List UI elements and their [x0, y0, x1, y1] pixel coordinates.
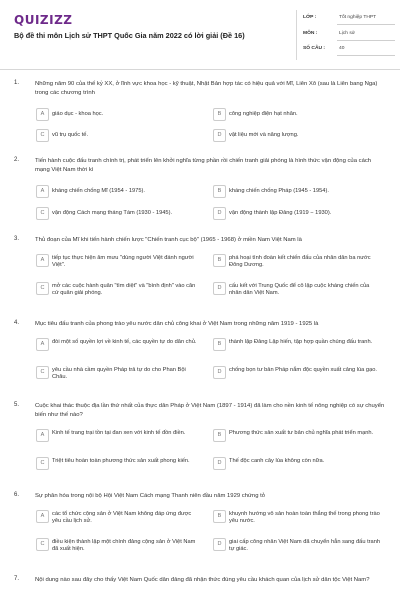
- option-text: giáo dục - khoa học.: [52, 111, 104, 117]
- meta-subject-value: Lịch sử: [339, 31, 356, 36]
- option-text: khuynh hướng vô sản hoàn toàn thắng thế trong phong trào yêu nước.: [229, 511, 380, 524]
- meta-count-value: 40: [339, 46, 345, 51]
- question-number: 5.: [14, 402, 20, 408]
- option-letter: A: [36, 185, 49, 198]
- question-text: Những năm 90 của thế kỷ XX, ở lĩnh vực khoa học - kỹ thuật, Nhật Bản hợp tác có hiệu quả với Mĩ, Liên Xô (sau là Liên bang Nga) trong các chương trình: [35, 81, 378, 96]
- option-letter: C: [36, 207, 49, 220]
- question-number: 3.: [14, 236, 20, 242]
- document-title: Bộ đề thi môn Lịch sử THPT Quốc Gia năm 2022 có lời giải (Đề 16): [14, 31, 245, 40]
- option-letter: D: [213, 457, 226, 470]
- option-text: yêu cầu nhà cầm quyền Pháp trả tự do cho Phan Bội Châu.: [52, 367, 186, 380]
- option-letter: D: [213, 366, 226, 379]
- answer-option-b[interactable]: [213, 183, 385, 200]
- answer-option-a[interactable]: [36, 426, 202, 446]
- question-number: 2.: [14, 157, 20, 163]
- answer-option-d[interactable]: [213, 279, 385, 299]
- answer-option-d[interactable]: [213, 454, 385, 474]
- option-letter: C: [36, 129, 49, 142]
- option-text: vật liệu mới và năng lượng.: [229, 132, 299, 138]
- meta-underline: [337, 40, 395, 41]
- answer-option-c[interactable]: [36, 535, 202, 555]
- answer-option-c[interactable]: [36, 363, 202, 383]
- option-text: chống bọn tư bản Pháp nắm độc quyền xuất cảng lúa gạo.: [229, 367, 377, 373]
- option-text: vũ trụ quốc tế.: [52, 132, 89, 138]
- meta-subject-label: MÔN :: [303, 31, 318, 36]
- option-text: cấu kết với Trung Quốc để cô lập cuộc kháng chiến của nhân dân Việt Nam.: [229, 283, 370, 296]
- option-letter: C: [36, 538, 49, 551]
- option-letter: B: [213, 510, 226, 523]
- header-divider: [296, 10, 297, 60]
- option-text: mở các cuộc hành quân "tìm diệt" và "bình định" vào căn cứ quân giải phóng.: [52, 283, 196, 296]
- answer-option-a[interactable]: [36, 251, 202, 271]
- option-letter: A: [36, 338, 49, 351]
- option-text: đòi một số quyền lợi về kinh tế, các quyền tự do dân chủ.: [52, 339, 197, 345]
- meta-class: [303, 12, 395, 26]
- document-header: [0, 0, 400, 70]
- option-letter: D: [213, 538, 226, 551]
- meta-subject: [303, 28, 395, 42]
- answer-option-b[interactable]: [213, 251, 385, 271]
- question-text: Thủ đoạn của Mĩ khi tiến hành chiến lược "Chiến tranh cục bộ" (1965 - 1968) ở miền Nam Việt Nam là: [35, 237, 302, 243]
- meta-class-label: LỚP :: [303, 15, 317, 20]
- option-text: kháng chiến chống Mĩ (1954 - 1975).: [52, 188, 145, 194]
- meta-underline: [337, 24, 395, 25]
- answer-option-a[interactable]: [36, 507, 202, 527]
- option-text: công nghiệp điện hạt nhân.: [229, 111, 298, 117]
- option-letter: A: [36, 510, 49, 523]
- meta-count-label: SỐ CÂU :: [303, 46, 326, 51]
- answer-option-d[interactable]: [213, 127, 385, 144]
- question-number: 4.: [14, 320, 20, 326]
- option-letter: D: [213, 207, 226, 220]
- answer-option-b[interactable]: [213, 335, 385, 355]
- option-letter: A: [36, 429, 49, 442]
- answer-option-a[interactable]: [36, 106, 202, 123]
- answer-option-d[interactable]: [213, 535, 385, 555]
- answer-option-b[interactable]: [213, 106, 385, 123]
- answer-option-b[interactable]: [213, 507, 385, 527]
- option-letter: B: [213, 429, 226, 442]
- option-letter: A: [36, 108, 49, 121]
- option-text: tiếp tục thực hiện âm mưu "dùng người Việt đánh người Việt".: [52, 255, 194, 268]
- option-letter: D: [213, 282, 226, 295]
- option-letter: C: [36, 282, 49, 295]
- option-text: thành lập Đảng Lập hiến, tập hợp quần chúng đấu tranh.: [229, 339, 373, 345]
- option-text: các tổ chức cộng sản ở Việt Nam không đáp ứng được yêu cầu lịch sử.: [52, 511, 192, 524]
- answer-option-d[interactable]: [213, 205, 385, 222]
- option-letter: B: [213, 338, 226, 351]
- answer-option-d[interactable]: [213, 363, 385, 383]
- question-text: Tiến hành cuộc đấu tranh chính trị, phát triển lên khởi nghĩa từng phần rồi chiến tranh giải phóng là hình thức vận động của cách mạng Việt Nam thời kì: [35, 158, 372, 173]
- option-text: Triệt tiêu hoàn toàn phương thức sản xuất phong kiến.: [52, 458, 190, 464]
- question-text: Mục tiêu đấu tranh của phong trào yêu nước dân chủ công khai ở Việt Nam trong những năm 1919 - 1925 là: [35, 321, 319, 327]
- option-letter: D: [213, 129, 226, 142]
- option-text: phá hoại tình đoàn kết chiến đấu của nhân dân ba nước Đông Dương.: [229, 255, 371, 268]
- meta-underline: [337, 55, 395, 56]
- answer-option-c[interactable]: [36, 279, 202, 299]
- option-text: Thế độc canh cây lúa không còn nữa.: [229, 458, 325, 464]
- question-text: Nội dung nào sau đây cho thấy Việt Nam Quốc dân đảng đã nhận thức đúng yêu cầu khách quan của lịch sử dân tộc Việt Nam?: [35, 577, 370, 583]
- option-text: vận động Cách mạng tháng Tám (1930 - 1945).: [52, 210, 173, 216]
- question-text: Sự phân hóa trong nội bộ Hội Việt Nam Cách mạng Thanh niên đầu năm 1929 chứng tỏ: [35, 493, 266, 499]
- meta-count: [303, 43, 395, 57]
- option-letter: B: [213, 185, 226, 198]
- answer-option-a[interactable]: [36, 335, 202, 355]
- meta-class-value: Tốt nghiệp THPT: [339, 15, 377, 20]
- answer-option-c[interactable]: [36, 454, 202, 474]
- option-text: Phương thức sản xuất tư bản chủ nghĩa phát triển mạnh.: [229, 430, 374, 436]
- question-number: 6.: [14, 492, 20, 498]
- answer-option-c[interactable]: [36, 127, 202, 144]
- option-text: điều kiện thành lập một chính đảng cộng sản ở Việt Nam đã xuất hiện.: [52, 539, 196, 552]
- option-letter: C: [36, 366, 49, 379]
- answer-option-a[interactable]: [36, 183, 202, 200]
- question-number: 7.: [14, 576, 20, 582]
- option-text: giai cấp công nhân Việt Nam đã chuyển hẳn sang đấu tranh tự giác.: [229, 539, 381, 552]
- question-number: 1.: [14, 80, 20, 86]
- quizizz-logo: QUIZIZZ: [14, 13, 73, 27]
- option-text: vận động thành lập Đảng (1919 − 1930).: [229, 210, 332, 216]
- question-text: Cuộc khai thác thuộc địa lần thứ nhất của thực dân Pháp ở Việt Nam (1897 - 1914) đã làm cho nền kinh tế nông nghiệp có sự chuyển biến như thế nào?: [35, 403, 385, 418]
- option-letter: A: [36, 254, 49, 267]
- option-text: kháng chiến chống Pháp (1945 - 1954).: [229, 188, 329, 194]
- option-letter: B: [213, 254, 226, 267]
- option-text: Kinh tế trang trại tồn tại đan xen với kinh tế đồn điền.: [52, 430, 186, 436]
- option-letter: B: [213, 108, 226, 121]
- answer-option-b[interactable]: [213, 426, 385, 446]
- option-letter: C: [36, 457, 49, 470]
- answer-option-c[interactable]: [36, 205, 202, 222]
